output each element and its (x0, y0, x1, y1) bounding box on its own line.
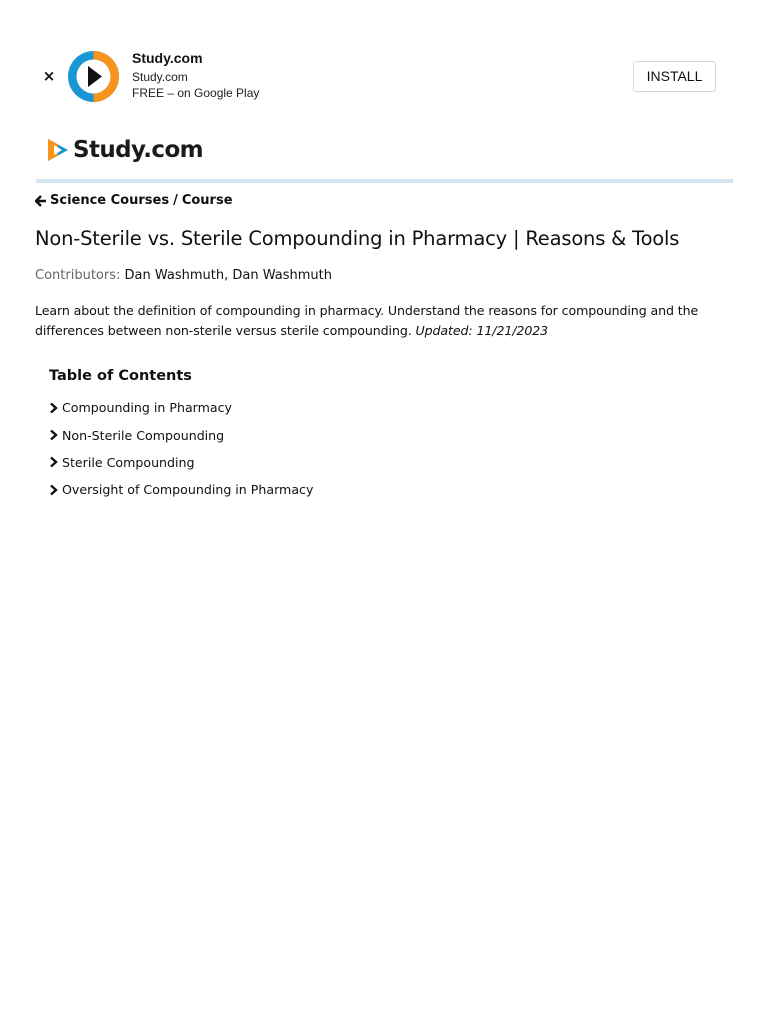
toc-item-compounding-in-pharmacy[interactable] (49, 394, 313, 421)
chevron-right-icon (49, 456, 58, 468)
breadcrumb-course[interactable]: Course (181, 193, 233, 208)
toc-item-sterile-compounding[interactable] (49, 449, 313, 476)
contributors-names: Dan Washmuth, Dan Washmuth (124, 268, 332, 283)
toc-title: Table of Contents (49, 368, 192, 384)
breadcrumb-science-courses[interactable]: Science Courses (50, 193, 170, 208)
breadcrumb (35, 193, 233, 208)
breadcrumb-separator: / (173, 193, 178, 208)
chevron-right-icon (49, 429, 58, 441)
play-arrow-logo-icon (46, 137, 70, 163)
close-banner-button[interactable]: × (42, 67, 56, 85)
app-publisher: Study.com (132, 70, 188, 84)
toc-item-label: Sterile Compounding (62, 454, 195, 470)
article-description (35, 301, 733, 341)
table-of-contents (49, 368, 313, 504)
play-icon[interactable] (68, 51, 119, 102)
toc-item-non-sterile-compounding[interactable] (49, 421, 313, 448)
description-text: Learn about the definition of compounding in pharmacy. Understand the reasons for compounding and the differences between non-sterile versus sterile compounding. (35, 303, 699, 338)
chevron-right-icon (49, 402, 58, 414)
logo-text: Study.com (73, 137, 204, 163)
arrow-left-icon[interactable] (35, 195, 47, 207)
toc-item-label: Non-Sterile Compounding (62, 427, 225, 443)
app-name: Study.com (132, 50, 203, 66)
page-title: Non-Sterile vs. Sterile Compounding in Pharmacy | Reasons & Tools (35, 227, 680, 250)
contributors (35, 268, 332, 283)
install-button[interactable]: INSTALL (633, 61, 716, 92)
toc-item-label: Oversight of Compounding in Pharmacy (62, 482, 314, 498)
app-install-banner (0, 0, 768, 126)
contributors-label: Contributors: (35, 268, 121, 283)
app-price: FREE – on Google Play (132, 86, 260, 100)
chevron-right-icon (49, 484, 58, 496)
header-divider (36, 179, 733, 183)
toc-item-oversight-of-compounding[interactable] (49, 476, 313, 503)
site-logo[interactable] (46, 136, 203, 164)
updated-date: Updated: 11/21/2023 (415, 323, 549, 338)
toc-item-label: Compounding in Pharmacy (62, 400, 232, 416)
